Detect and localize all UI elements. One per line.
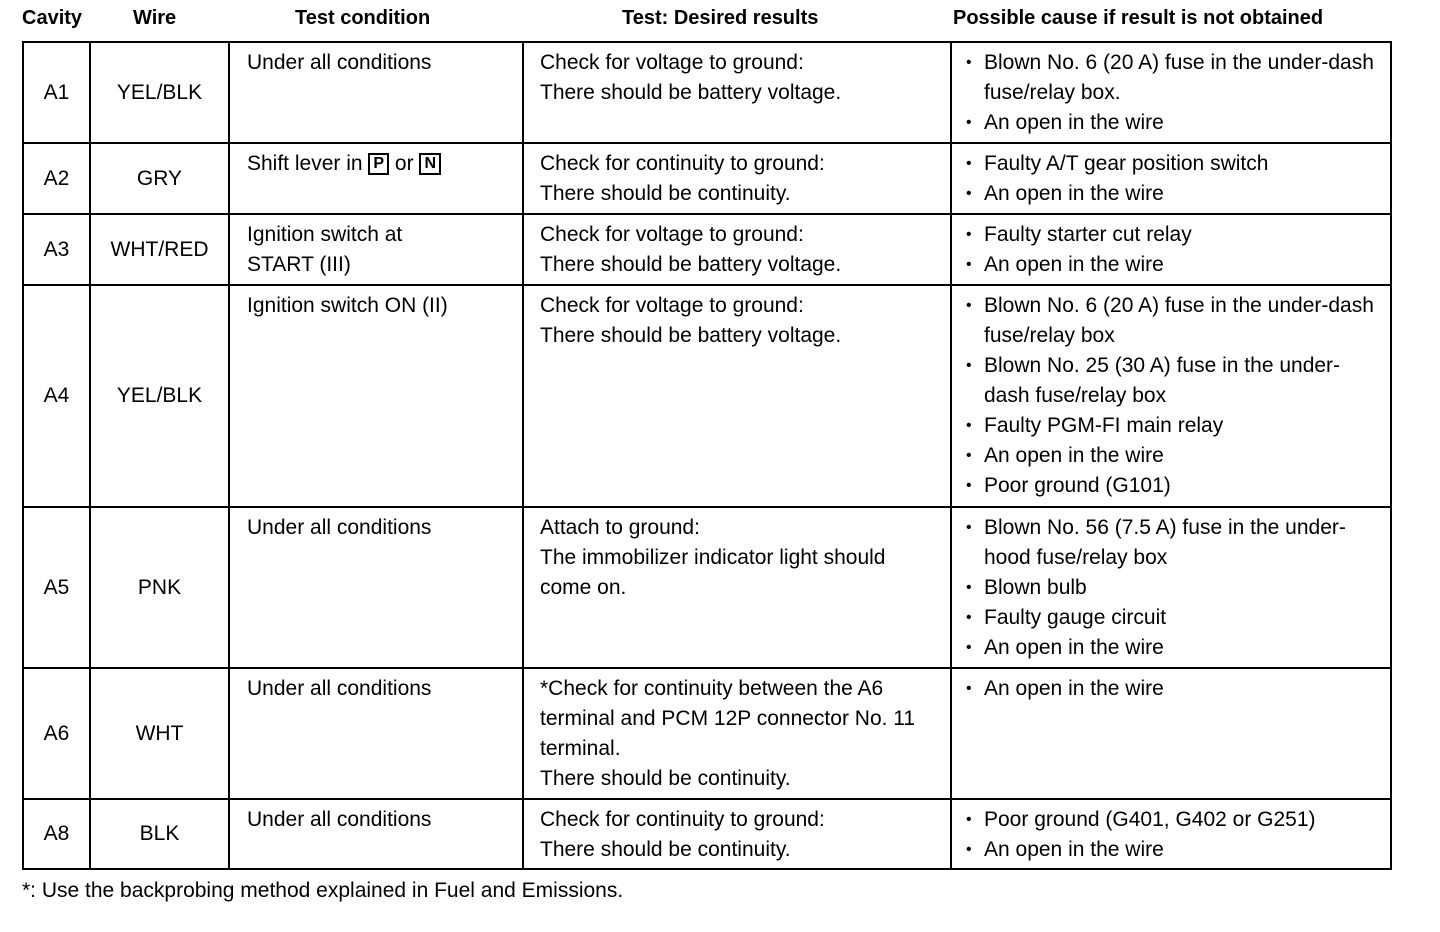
cause-list [966,805,1384,865]
test-line: There should be continuity. [540,838,791,861]
test-cell [523,285,951,507]
cause-item: • Blown No. 6 (20 A) fuse in the under-dash fuse/relay box [966,291,1384,351]
condition-cell [229,143,523,214]
table-row [23,668,1391,799]
cavity-cell: A8 [23,799,90,869]
table-row [23,285,1391,507]
test-line: Check for voltage to ground: [540,223,804,246]
condition-cell: Ignition switch at START (III) [229,214,523,285]
cause-cell [951,285,1391,507]
cause-list [966,48,1384,138]
test-line: Check for continuity to ground: [540,808,825,831]
cavity-cell: A3 [23,214,90,285]
footnote: *: Use the backprobing method explained in Fuel and Emissions. [22,879,624,902]
cause-cell [951,799,1391,869]
test-line: The immobilizer indicator light should come on. [540,546,886,599]
cause-item: • An open in the wire [966,108,1384,138]
cause-item: • An open in the wire [966,250,1384,280]
wire-cell: GRY [90,143,229,214]
cause-item: • Blown No. 25 (30 A) fuse in the under-dash fuse/relay box [966,351,1384,411]
cause-item: • An open in the wire [966,674,1384,704]
test-line: There should be continuity. [540,182,791,205]
header-test-condition: Test condition [295,7,431,29]
test-line: Attach to ground: [540,516,700,539]
condition-text: Shift lever in [247,152,363,175]
condition-cell: Under all conditions [229,507,523,668]
cause-list [966,291,1384,501]
test-cell [523,799,951,869]
cause-cell [951,214,1391,285]
cause-item: • An open in the wire [966,441,1384,471]
cause-item: • Faulty A/T gear position switch [966,149,1384,179]
header-possible-cause: Possible cause if result is not obtained [953,7,1324,29]
cause-list [966,674,1384,704]
cause-list [966,149,1384,209]
test-line: There should be battery voltage. [540,324,842,347]
wire-cell: YEL/BLK [90,42,229,143]
cause-item: • Faulty PGM-FI main relay [966,411,1384,441]
connector-test-table [22,41,1392,870]
test-line: Check for continuity to ground: [540,152,825,175]
table-row [23,799,1391,869]
cause-item: • An open in the wire [966,633,1384,663]
wire-cell: WHT/RED [90,214,229,285]
wire-cell: YEL/BLK [90,285,229,507]
header-wire: Wire [133,7,177,29]
table-row [23,214,1391,285]
condition-cell: Under all conditions [229,668,523,799]
test-cell [523,42,951,143]
cause-item: • Blown bulb [966,573,1384,603]
test-line: There should be continuity. [540,767,791,790]
test-cell [523,143,951,214]
condition-cell: Under all conditions [229,799,523,869]
cause-item: • Blown No. 56 (7.5 A) fuse in the under-hood fuse/relay box [966,513,1384,573]
gear-p-symbol: P [368,153,389,175]
table-row [23,143,1391,214]
test-line: Check for voltage to ground: [540,294,804,317]
cause-item: • Faulty gauge circuit [966,603,1384,633]
header-cavity: Cavity [22,7,83,29]
cause-item: • An open in the wire [966,835,1384,865]
cause-cell [951,42,1391,143]
test-line: Check for voltage to ground: [540,51,804,74]
table-row [23,42,1391,143]
cause-cell [951,668,1391,799]
wire-cell: PNK [90,507,229,668]
condition-cell: Under all conditions [229,42,523,143]
cavity-cell: A2 [23,143,90,214]
test-line: There should be battery voltage. [540,253,842,276]
test-line: There should be battery voltage. [540,81,842,104]
condition-text: or [394,152,414,175]
header-desired-results: Test: Desired results [622,7,819,29]
cause-item: • Blown No. 6 (20 A) fuse in the under-dash fuse/relay box. [966,48,1384,108]
condition-cell: Ignition switch ON (II) [229,285,523,507]
cavity-cell: A6 [23,668,90,799]
cause-cell [951,507,1391,668]
cause-cell [951,143,1391,214]
cause-item: • Faulty starter cut relay [966,220,1384,250]
cause-list [966,513,1384,663]
cavity-cell: A4 [23,285,90,507]
test-line: *Check for continuity between the A6 terminal and PCM 12P connector No. 11 terminal. [540,677,916,760]
cause-item: • An open in the wire [966,179,1384,209]
cause-item: • Poor ground (G101) [966,471,1384,501]
test-cell [523,668,951,799]
wire-cell: BLK [90,799,229,869]
cavity-cell: A5 [23,507,90,668]
test-cell [523,507,951,668]
gear-n-symbol: N [419,153,441,175]
cause-item: • Poor ground (G401, G402 or G251) [966,805,1384,835]
cavity-cell: A1 [23,42,90,143]
wire-cell: WHT [90,668,229,799]
test-cell [523,214,951,285]
table-row [23,507,1391,668]
cause-list [966,220,1384,280]
